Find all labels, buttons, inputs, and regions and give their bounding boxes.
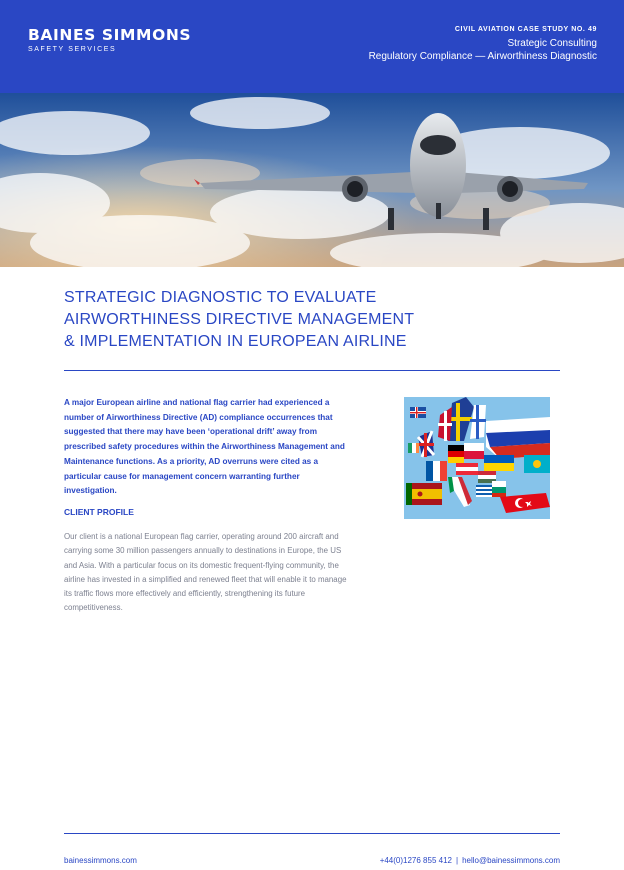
logo-main-text: BAINES SIMMONS: [28, 26, 192, 44]
title-line-1: STRATEGIC DIAGNOSTIC TO EVALUATE: [64, 289, 377, 306]
contact-info: [380, 856, 560, 865]
intro-paragraph: A major European airline and national flag carrier had experienced a number of Airworthiness Directive (AD) compliance occurrences that suggested that there may have been ‘operational drift’ away from prescribed safety procedures within the Airworthiness Management and Maintenance functions. As a priority, AD overruns were cited as a particular cause for management concern warranting further investigation.: [64, 398, 345, 496]
header-service-line: Strategic Consulting: [507, 38, 597, 49]
client-profile-paragraph: Our client is a national European flag carrier, operating around 200 aircraft and carrying some 30 million passengers annually to destinations in Europe, the US and Asia. With a particular focus on its domestic frequent-flying community, the airline has invested in a simplified and renewed fleet that will enable it to manage its traffic flows more effectively and efficiently, strengthening its future competitiveness.: [64, 532, 347, 613]
website-link[interactable]: bainessimmons.com: [64, 856, 137, 865]
client-profile-heading: CLIENT PROFILE: [64, 507, 134, 517]
contact-separator: |: [455, 856, 459, 865]
email-link[interactable]: hello@bainessimmons.com: [462, 856, 560, 865]
page-title: [64, 287, 564, 353]
hero-airplane-image: [0, 93, 624, 267]
phone-number[interactable]: +44(0)1276 855 412: [379, 856, 452, 865]
case-study-number: CIVIL AVIATION CASE STUDY NO. 49: [454, 26, 597, 33]
footer-divider: [64, 833, 560, 834]
header-topic-line: Regulatory Compliance — Airworthiness Diagnostic: [368, 51, 597, 62]
title-divider: [64, 370, 560, 371]
company-logo[interactable]: [28, 26, 191, 53]
europe-flag-map-image: [404, 397, 550, 519]
title-line-3: & IMPLEMENTATION IN EUROPEAN AIRLINE: [64, 333, 407, 350]
title-line-2: AIRWORTHINESS DIRECTIVE MANAGEMENT: [64, 311, 415, 328]
europe-flag-map-illustration: [404, 397, 550, 519]
header-banner: [0, 0, 624, 93]
airplane-sky-illustration: [0, 93, 624, 267]
logo-sub-text: SAFETY SERVICES: [28, 46, 117, 53]
header-meta: [369, 26, 597, 63]
